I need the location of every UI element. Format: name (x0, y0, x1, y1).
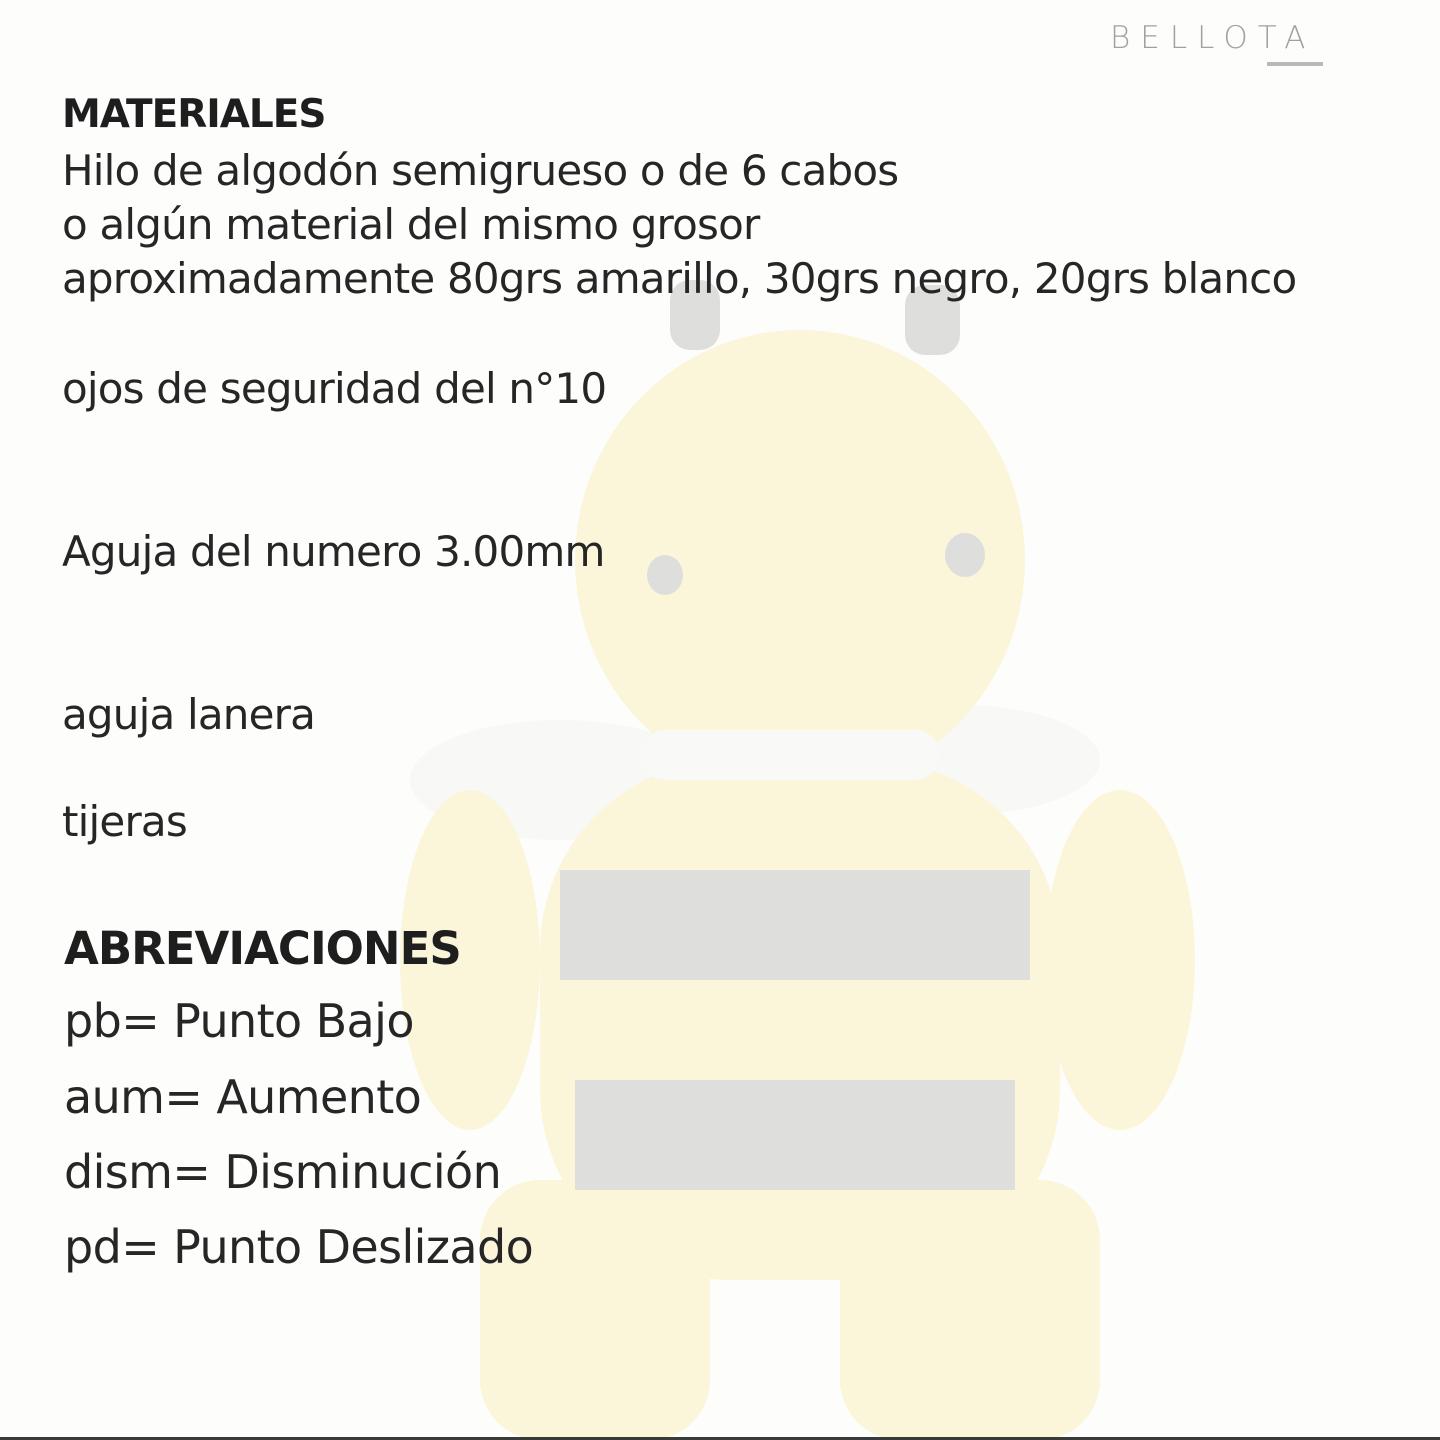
bee-stripe-2 (575, 1080, 1015, 1190)
materials-line-3: aproximadamente 80grs amarillo, 30grs negro, 20grs blanco (62, 254, 1297, 303)
abbreviation-item-pb: pb= Punto Bajo (64, 994, 414, 1048)
abbreviation-item-dism: dism= Disminución (64, 1145, 502, 1199)
bee-stripe-1 (560, 870, 1030, 980)
materials-line-1: Hilo de algodón semigrueso o de 6 cabos (62, 146, 899, 195)
abbreviation-item-aum: aum= Aumento (64, 1070, 422, 1124)
materials-eyes: ojos de seguridad del n°10 (62, 364, 607, 413)
materials-line-2: o algún material del mismo grosor (62, 200, 760, 249)
bee-collar (640, 730, 940, 780)
abbreviation-item-pd: pd= Punto Deslizado (64, 1220, 534, 1274)
materials-scissors: tijeras (62, 797, 187, 846)
abbreviations-heading: ABREVIACIONES (64, 922, 461, 975)
bee-body (540, 760, 1060, 1280)
materials-needle: aguja lanera (62, 690, 316, 739)
materials-hook: Aguja del numero 3.00mm (62, 527, 605, 576)
brand-logo: BELLOTA (1110, 20, 1316, 56)
bee-eye-right (945, 533, 985, 577)
bee-arm-right (1045, 790, 1195, 1130)
bee-eye-left (647, 555, 683, 595)
materials-heading: MATERIALES (62, 92, 326, 137)
brand-underline (1267, 62, 1323, 66)
